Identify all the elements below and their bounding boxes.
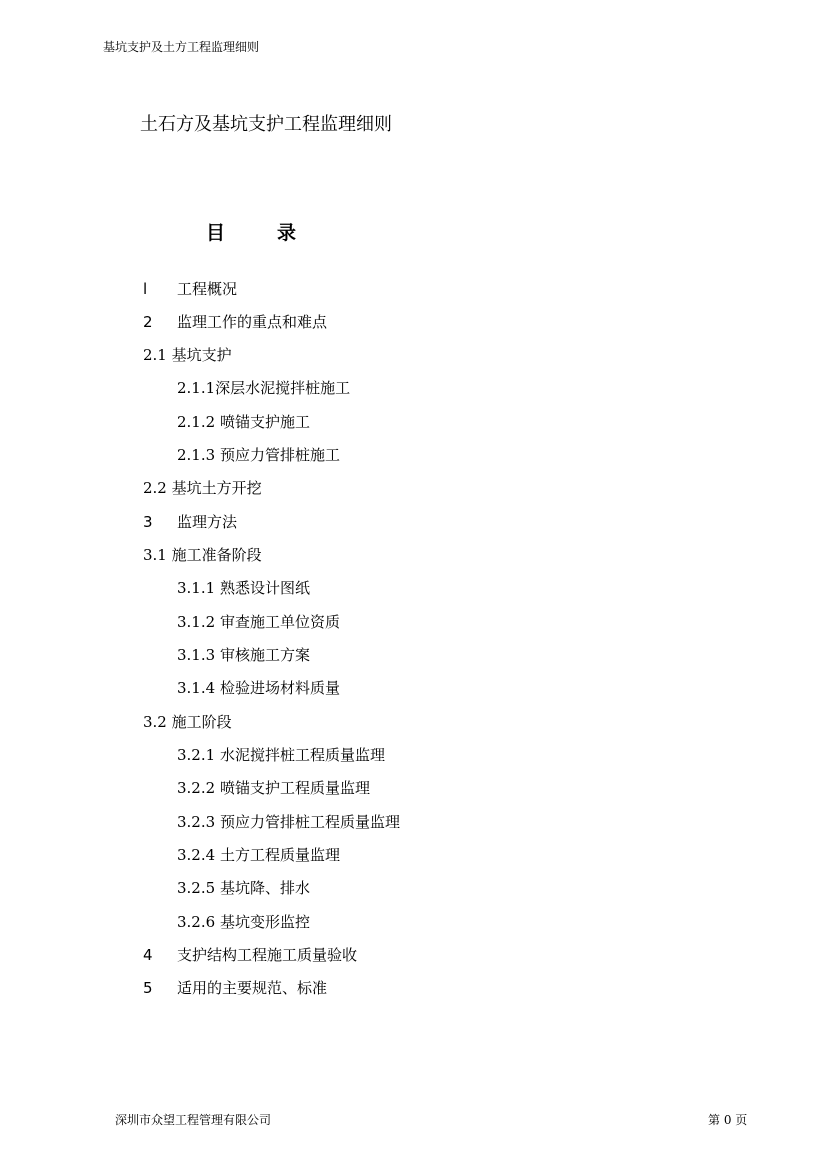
toc-entry-text: 喷锚支护施工 [219,413,310,431]
toc-entry [143,511,237,532]
toc-entry-text: 基坑变形监控 [219,913,310,931]
toc-entry-number: l [143,280,148,298]
toc-entry-number: 2.1 [143,346,167,364]
toc-entry-text: 施工准备阶段 [171,546,262,564]
toc-entry [177,811,400,832]
toc-heading [206,218,296,245]
toc-entry [143,278,237,299]
toc-entry-text: 喷锚支护工程质量监理 [219,779,370,797]
toc-entry-text: 监理方法 [177,513,238,531]
toc-entry-number: 3.2.4 [177,846,216,864]
toc-entry [143,944,357,965]
toc-entry-text: 基坑支护 [171,346,232,364]
toc-entry-text: 预应力管排桩工程质量监理 [219,813,400,831]
toc-entry-number: 3.2.1 [177,746,216,764]
toc-entry-text: 水泥搅拌桩工程质量监理 [219,746,385,764]
toc-entry-number: 3.1.3 [177,646,216,664]
toc-entry-number: 3.2.5 [177,879,216,897]
toc-entry-text: 基坑土方开挖 [171,479,262,497]
page-header: 基坑支护及土方工程监理细则 [103,40,260,54]
toc-entry [143,711,232,732]
toc-entry [143,977,327,998]
toc-entry-number: 2.1.2 [177,413,216,431]
toc-entry-text: 工程概况 [177,280,238,298]
toc-entry-number: 3.2 [143,713,167,731]
toc-entry-text: 预应力管排桩施工 [219,446,340,464]
toc-entry [177,777,370,798]
toc-entry [177,744,385,765]
toc-entry-number: 3.1.1 [177,579,216,597]
toc-entry-number: 3.1.2 [177,613,216,631]
toc-entry-text: 监理工作的重点和难点 [177,313,328,331]
toc-entry-number: 3.1.4 [177,679,216,697]
toc-entry-text: 深层水泥搅拌桩施工 [215,379,351,397]
toc-entry-text: 基坑降、排水 [219,879,310,897]
toc-entry-text: 土方工程质量监理 [219,846,340,864]
toc-entry-number: 3.2.3 [177,813,216,831]
toc-entry [177,644,310,665]
toc-entry [177,577,310,598]
footer-company: 深圳市众望工程管理有限公司 [115,1113,272,1127]
toc-entry [143,311,327,332]
toc-entry-number: 2.1.3 [177,446,216,464]
toc-entry-text: 支护结构工程施工质量验收 [177,946,358,964]
toc-entry [177,377,350,398]
toc-entry-number: 2.1.1 [177,379,216,397]
toc-entry [177,411,310,432]
toc-entry [177,444,340,465]
footer-page-number: 第 0 页 [708,1113,748,1127]
toc-entry-number: 2 [143,313,153,331]
toc-entry [177,677,340,698]
toc-entry-text: 熟悉设计图纸 [219,579,310,597]
toc-heading-left: 目 [206,222,226,244]
toc-entry [177,844,340,865]
toc-entry-text: 适用的主要规范、标准 [177,979,328,997]
document-title: 土石方及基坑支护工程监理细则 [140,114,392,135]
toc-entry [177,611,340,632]
toc-entry-text: 审查施工单位资质 [219,613,340,631]
toc-entry-number: 5 [143,979,153,997]
toc-entry-number: 2.2 [143,479,167,497]
toc-entry-number: 3 [143,513,153,531]
toc-entry [143,344,232,365]
toc-entry-number: 3.1 [143,546,167,564]
toc-entry-text: 施工阶段 [171,713,232,731]
toc-entry [177,877,310,898]
toc-entry [177,911,310,932]
toc-entry [143,544,262,565]
toc-entry-number: 3.2.6 [177,913,216,931]
toc-entry-number: 4 [143,946,153,964]
toc-entry-text: 审核施工方案 [219,646,310,664]
toc-entry-text: 检验进场材料质量 [219,679,340,697]
toc-heading-right: 录 [277,222,297,244]
toc-entry-number: 3.2.2 [177,779,216,797]
toc-entry [143,477,262,498]
